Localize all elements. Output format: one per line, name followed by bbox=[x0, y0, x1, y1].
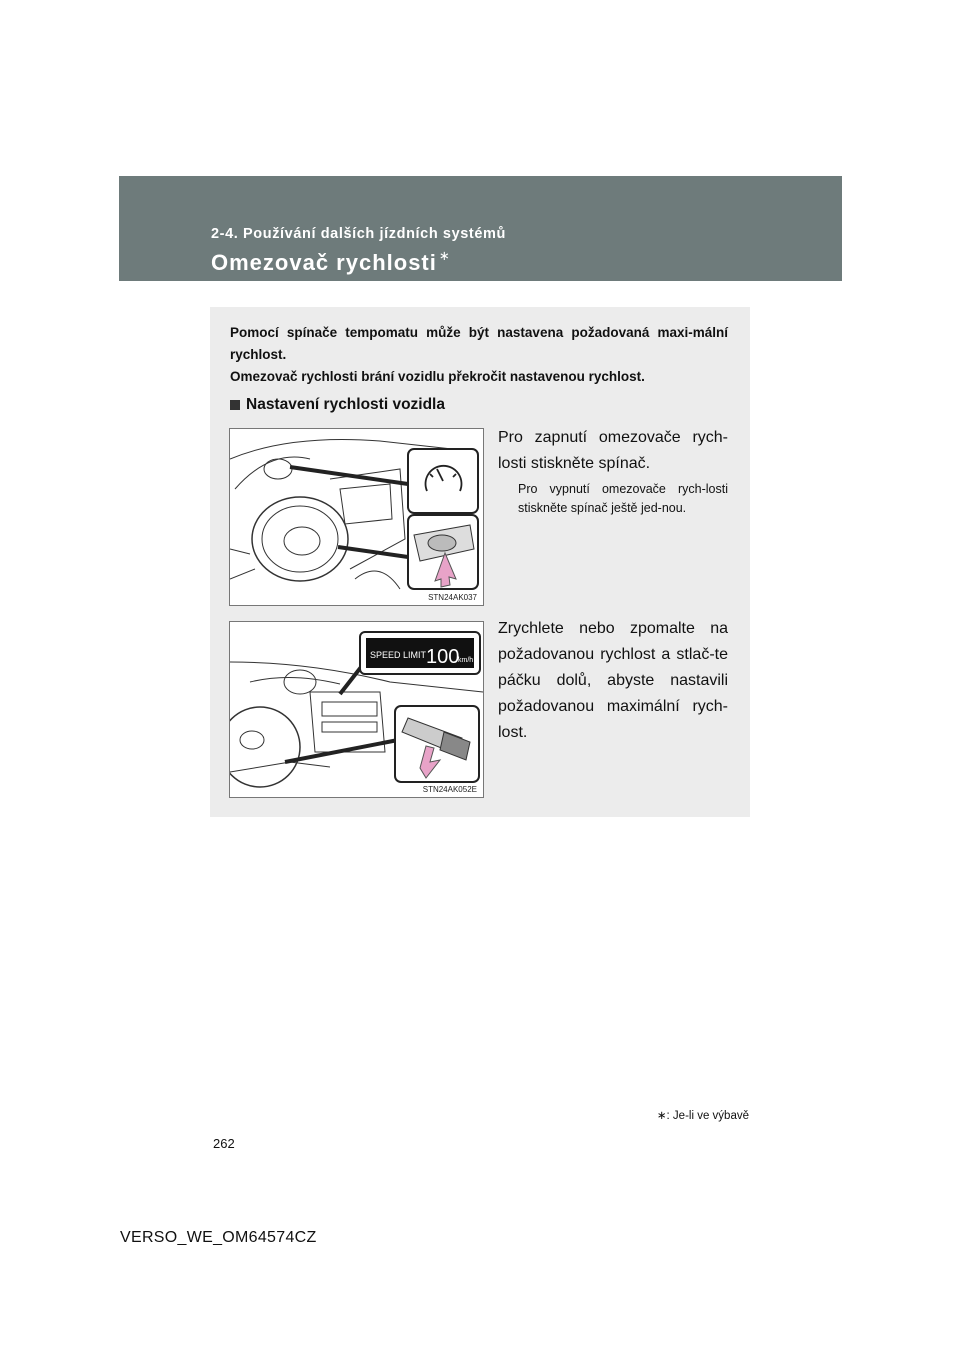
square-bullet-icon bbox=[230, 400, 240, 410]
section-heading bbox=[230, 396, 445, 414]
dashboard-lever-illustration bbox=[230, 622, 483, 797]
page-number: 262 bbox=[213, 1136, 235, 1151]
intro-line-2: Omezovač rychlosti brání vozidlu překročit nastavenou rychlost. bbox=[230, 369, 645, 384]
section-label: 2-4. Používání dalších jízdních systémů bbox=[211, 226, 506, 242]
figure-limiter-switch bbox=[229, 428, 484, 606]
document-code: VERSO_WE_OM64574CZ bbox=[120, 1229, 317, 1246]
step-2-text: Zrychlete nebo zpomalte na požadovanou rychlost a stlač-te páčku dolů, abyste nastavili požadovanou maximální rych-lost. bbox=[498, 620, 728, 741]
intro-text bbox=[230, 322, 728, 388]
figure-speed-display bbox=[229, 621, 484, 798]
figure-code: STN24AK052E bbox=[422, 785, 477, 794]
intro-line-1: Pomocí spínače tempomatu může být nastavena požadovaná maxi-mální rychlost. bbox=[230, 325, 728, 362]
availability-footnote: ∗: Je-li ve výbavě bbox=[656, 1110, 749, 1122]
section-heading-text: Nastavení rychlosti vozidla bbox=[246, 396, 445, 413]
figure-code: STN24AK037 bbox=[428, 593, 477, 602]
display-value: 100 bbox=[426, 646, 460, 668]
page-title-text: Omezovač rychlosti bbox=[211, 250, 437, 275]
display-unit: km/h bbox=[458, 657, 474, 664]
page-title bbox=[211, 250, 451, 276]
availability-marker: ∗ bbox=[438, 248, 451, 263]
step-1-note: Pro vypnutí omezovače rych-losti stiskněte spínač ještě jed-nou. bbox=[518, 482, 728, 515]
dashboard-illustration bbox=[230, 429, 483, 605]
step-1-text: Pro zapnutí omezovače rych-losti stiskněte spínač. bbox=[498, 429, 728, 472]
display-label: SPEED LIMIT bbox=[370, 650, 427, 660]
